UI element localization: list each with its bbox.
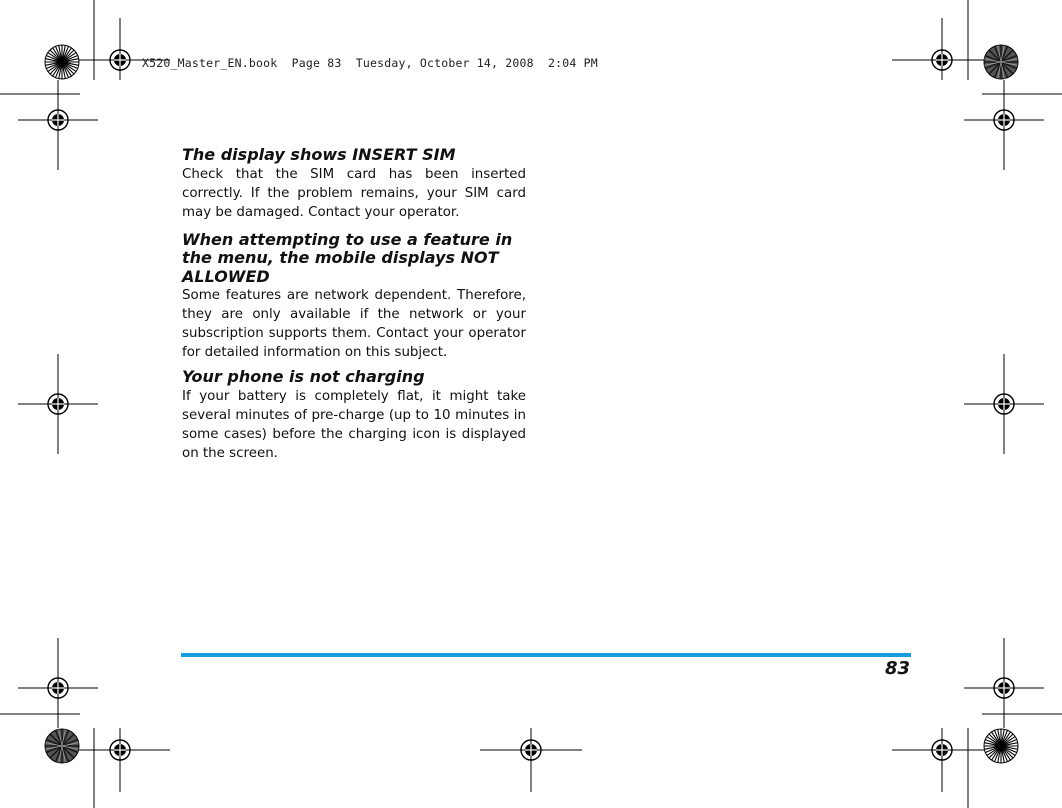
section-not-charging — [182, 368, 526, 463]
section-body: Some features are network dependent. Therefore, they are only available if the network or your subscription supports them. Contact your operator for detailed information on this subject. — [182, 288, 526, 360]
section-heading: When attempting to use a feature in the menu, the mobile displays NOT ALLOWED — [182, 229, 513, 286]
page-number: 83 — [884, 658, 910, 679]
section-body: If your battery is completely flat, it might take several minutes of pre-charge (up to 10 minutes in some cases) before the charging icon is displayed on the screen. — [182, 388, 526, 461]
print-header: X520_Master_EN.book Page 83 Tuesday, October 14, 2008 2:04 PM — [142, 56, 598, 70]
footer-rule — [181, 653, 911, 657]
troubleshooting-content — [182, 146, 526, 469]
section-insert-sim — [182, 146, 526, 222]
section-heading: The display shows INSERT SIM — [182, 145, 456, 164]
section-not-allowed — [182, 231, 526, 363]
section-body: Check that the SIM card has been inserted correctly. If the problem remains, your SIM card may be damaged. Contact your operator. — [182, 166, 526, 220]
section-heading: Your phone is not charging — [182, 367, 425, 386]
